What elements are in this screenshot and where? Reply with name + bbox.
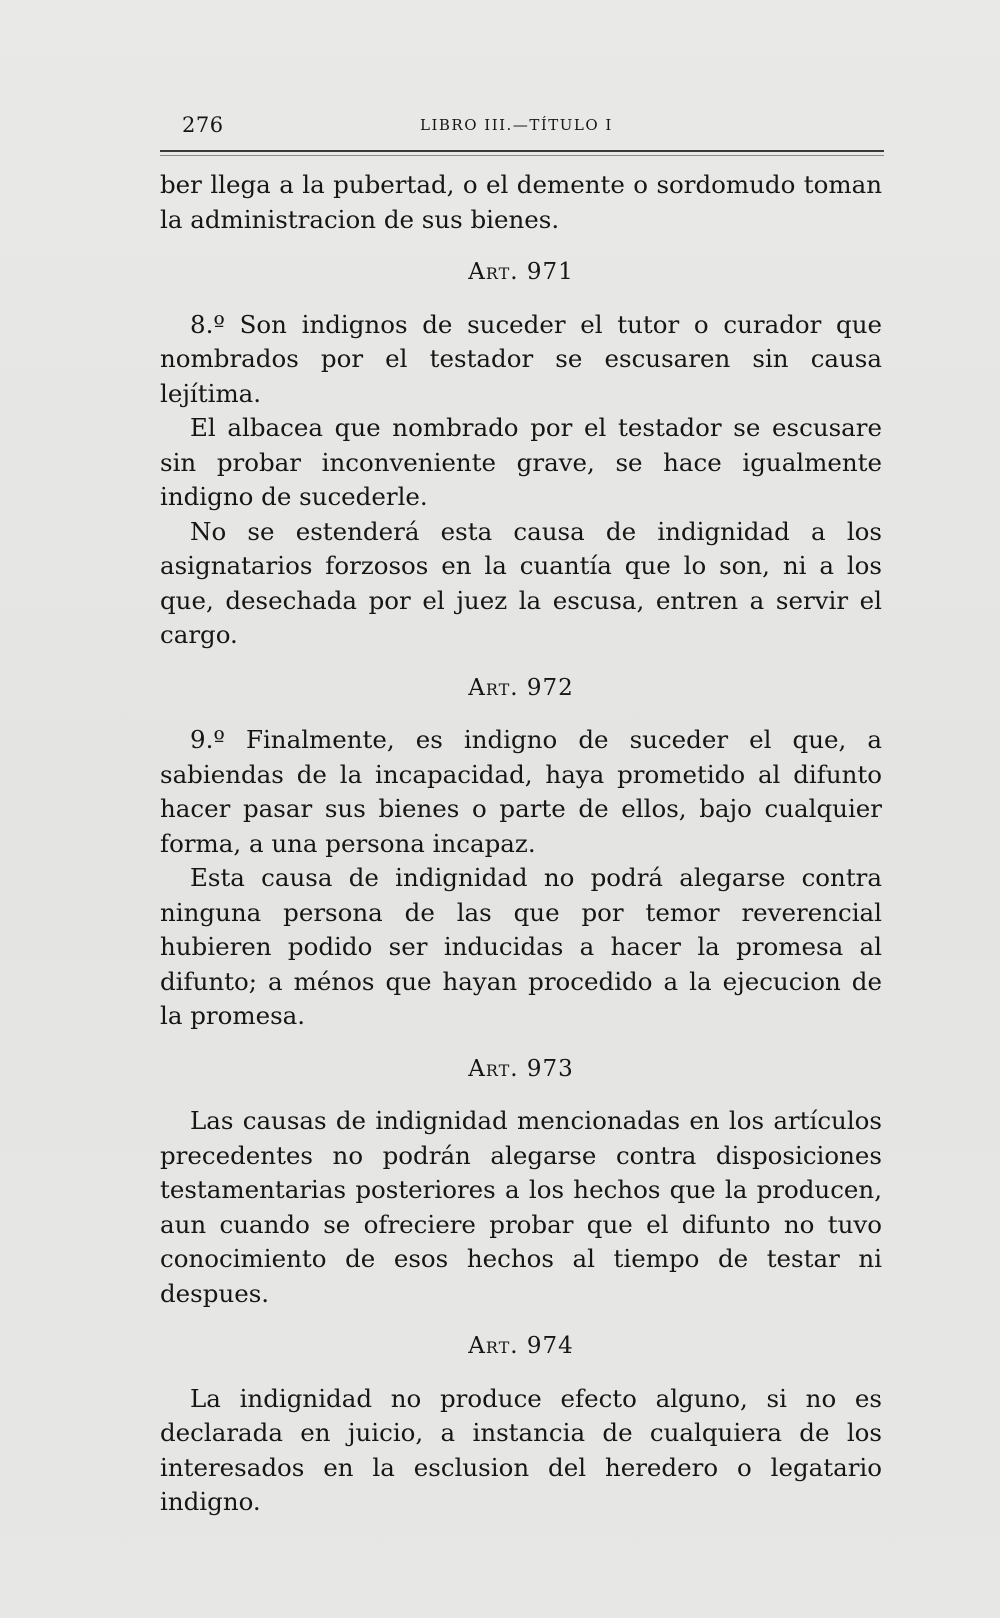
article-label: Art. (468, 674, 519, 701)
paragraph: Las causas de indignidad mencionadas en los artículos precedentes no podrán alegarse contra disposiciones testamentarias posteriores a los hechos que la producen, aun cuando se ofreciere probar que el difunto no tuvo conocimiento de esos hechos al tiempo de testar ni despues. (160, 1106, 882, 1308)
header-rule (160, 150, 884, 152)
paragraph: Esta causa de indignidad no podrá alegarse contra ninguna persona de las que por temor reverencial hubieren podido ser inducidas a hacer la promesa al difunto; a ménos que hayan procedido a la ejecucion de la promesa. (160, 863, 882, 1030)
paragraph: No se estenderá esta causa de indignidad a los asignatarios forzosos en la cuantía que lo son, ni a los que, desechada por el juez la escusa, entren a servir el cargo. (160, 516, 882, 649)
paragraph-continuation: ber llega a la pubertad, o el demente o sordomudo toman la administracion de sus bienes. (160, 170, 882, 234)
article-number: 974 (526, 1333, 574, 1359)
body-text (160, 168, 882, 1520)
article-heading-971 (160, 255, 882, 290)
article-heading-973 (160, 1052, 882, 1087)
article-label: Art. (468, 1333, 519, 1359)
article-label: Art. (468, 259, 519, 285)
paragraph: 9.º Finalmente, es indigno de suceder el que, a sabiendas de la incapacidad, haya prometido al difunto hacer pasar sus bienes o parte de ellos, bajo cualquier forma, a una persona incapaz. (160, 725, 882, 858)
article-heading-972 (160, 671, 882, 706)
article-number: 971 (526, 259, 574, 285)
page-number: 276 (182, 113, 224, 137)
running-head (160, 113, 884, 143)
paragraph: La indignidad no produce efecto alguno, si no es declarada en juicio, a instancia de cualquiera de los interesados en la esclusion del heredero o legatario indigno. (160, 1383, 882, 1516)
article-label: Art. (468, 1055, 519, 1082)
article-number: 973 (526, 1055, 574, 1082)
paragraph: El albacea que nombrado por el testador se escusare sin probar inconveniente grave, se hace igualmente indigno de sucederle. (160, 413, 882, 511)
paragraph: 8.º Son indignos de suceder el tutor o curador que nombrados por el testador se escusaren sin causa lejítima. (160, 309, 882, 408)
article-number: 972 (526, 674, 574, 701)
article-heading-974 (160, 1329, 882, 1364)
running-title: LIBRO III.—TÍTULO I (420, 116, 613, 134)
